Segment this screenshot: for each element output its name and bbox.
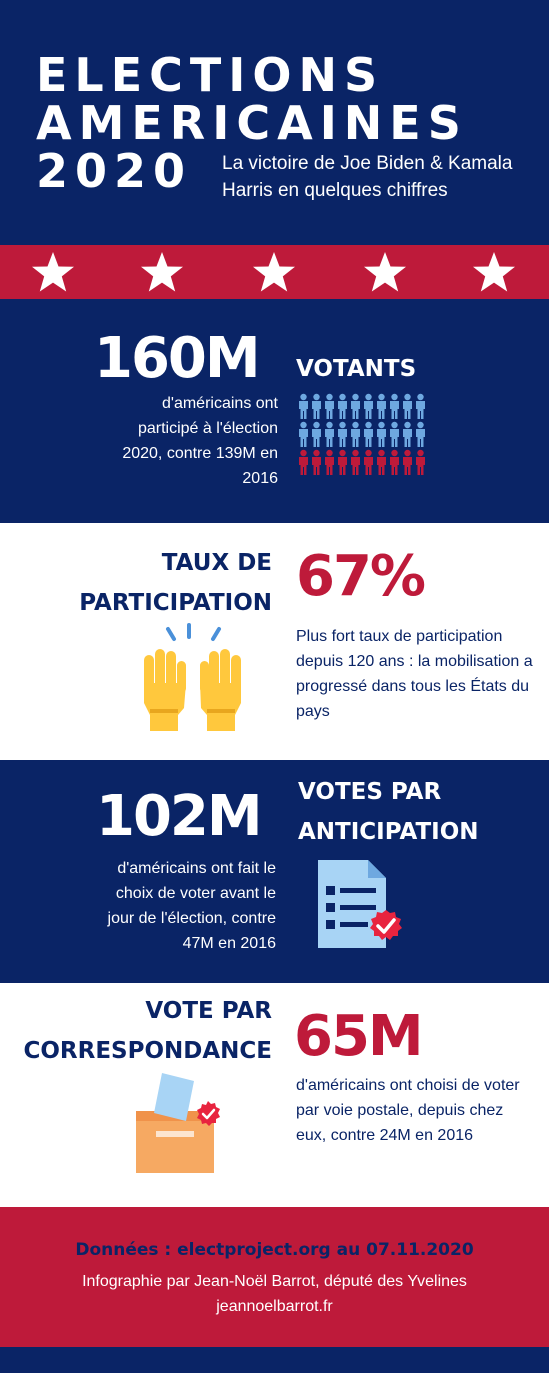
bottom-band: [0, 1347, 549, 1373]
title-line-1: ELECTIONS: [36, 48, 385, 102]
title-line-3: 2020: [36, 144, 193, 198]
turnout-heading-line-2: PARTICIPATION: [79, 590, 272, 616]
person-icon: [324, 393, 335, 419]
turnout-description: Plus fort taux de participation depuis 120 ans : la mobilisation a progressé dans tous les États du pays: [296, 628, 533, 720]
early-votes-heading-line-2: ANTICIPATION: [298, 819, 479, 845]
mail-votes-heading-line-1: VOTE PAR: [145, 998, 272, 1024]
early-votes-heading-line-1: VOTES PAR: [298, 779, 442, 805]
star-icon: [31, 251, 75, 293]
person-icon: [350, 421, 361, 447]
subtitle: La victoire de Joe Biden & Kamala Harris en quelques chiffres: [222, 153, 513, 201]
person-icon: [324, 421, 335, 447]
person-icon: [415, 393, 426, 419]
person-icon: [298, 449, 309, 475]
person-icon: [415, 421, 426, 447]
person-icon: [402, 393, 413, 419]
mail-votes-number: 65M: [294, 1004, 422, 1069]
mail-votes-heading-line-2: CORRESPONDANCE: [23, 1038, 272, 1064]
person-icon: [324, 449, 335, 475]
mail-votes-description: d'américains ont choisi de voter par voie postale, depuis chez eux, contre 24M en 2016: [296, 1077, 520, 1144]
turnout-section: [0, 523, 549, 760]
footer-credit: Infographie par Jean-Noël Barrot, député des Yvelines: [82, 1273, 467, 1290]
person-icon: [376, 393, 387, 419]
people-grid: [298, 393, 426, 477]
turnout-heading-line-1: TAUX DE: [161, 550, 272, 576]
star-icon: [363, 251, 407, 293]
checklist-document-icon: [316, 856, 408, 952]
early-votes-section: [0, 760, 549, 983]
person-icon: [363, 393, 374, 419]
person-icon: [337, 421, 348, 447]
person-icon: [376, 421, 387, 447]
early-votes-number: 102M: [96, 784, 261, 849]
star-icon: [472, 251, 516, 293]
person-icon: [350, 449, 361, 475]
person-icon: [337, 393, 348, 419]
stars-band: [0, 245, 549, 299]
footer: [0, 1207, 549, 1347]
footer-website[interactable]: jeannoelbarrot.fr: [216, 1298, 333, 1315]
person-icon: [311, 421, 322, 447]
person-icon: [402, 449, 413, 475]
ballot-box-icon: [132, 1071, 228, 1175]
turnout-number: 67%: [296, 544, 425, 609]
voters-heading: VOTANTS: [296, 356, 417, 382]
person-icon: [363, 449, 374, 475]
voters-description: d'américains ont participé à l'élection 2020, contre 139M en 2016: [122, 395, 278, 487]
voters-number: 160M: [94, 326, 259, 391]
person-icon: [298, 393, 309, 419]
person-icon: [337, 449, 348, 475]
voters-section: [0, 299, 549, 523]
person-icon: [311, 449, 322, 475]
person-icon: [389, 449, 400, 475]
person-icon: [363, 421, 374, 447]
person-icon: [298, 421, 309, 447]
mail-votes-section: [0, 983, 549, 1207]
person-icon: [389, 421, 400, 447]
early-votes-description: d'américains ont fait le choix de voter avant le jour de l'élection, contre 47M en 2016: [107, 860, 276, 952]
raised-hands-icon: [136, 623, 248, 733]
star-icon: [140, 251, 184, 293]
header: [0, 0, 549, 245]
title-line-2: AMERICAINES: [36, 96, 468, 150]
person-icon: [350, 393, 361, 419]
star-icon: [252, 251, 296, 293]
person-icon: [376, 449, 387, 475]
person-icon: [311, 393, 322, 419]
person-icon: [415, 449, 426, 475]
footer-source: Données : electproject.org au 07.11.2020: [75, 1240, 474, 1260]
person-icon: [402, 421, 413, 447]
person-icon: [389, 393, 400, 419]
